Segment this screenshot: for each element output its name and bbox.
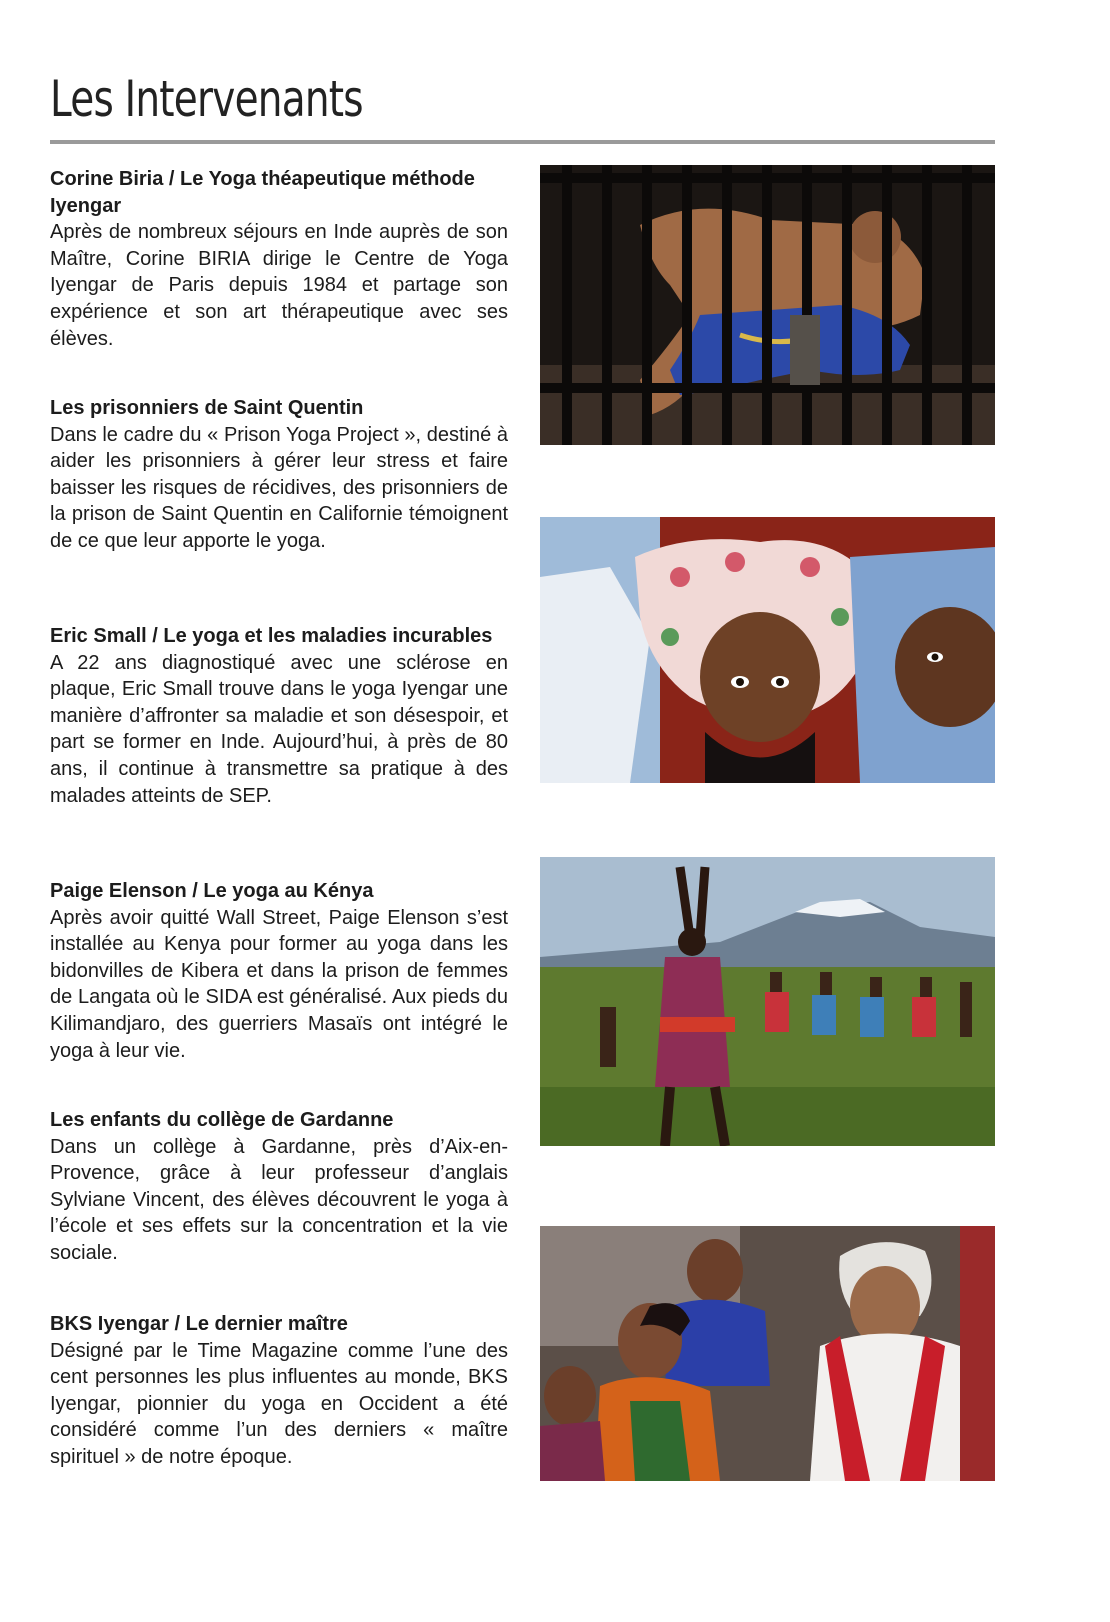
entry-heading: Les enfants du collège de Gardanne <box>50 1109 394 1131</box>
entry-body: A 22 ans diagnostiqué avec une sclérose en plaque, Eric Small trouve dans le yoga Iyengar une manière d’affronter sa maladie et son désespoir, et part se former en Inde. Aujourd’hui, à près de 80 ans, il continue à transmettre sa pratique à des malades atteints de SEP. <box>50 651 508 807</box>
entry-body: Dans le cadre du « Prison Yoga Project », destiné à aider les prisonniers à gérer leur stress et faire baisser les risques de récidives, des prisonniers de la prison de Saint Quentin en Californie témoignent de ce que leur apporte le yoga. <box>50 423 508 552</box>
entry-saint-quentin <box>50 395 508 555</box>
entry-bks-iyengar <box>50 1311 508 1471</box>
page-title: Les Intervenants <box>50 70 363 128</box>
photo-children-yoga <box>540 517 995 783</box>
children-photo-illustration <box>540 517 995 783</box>
entry-body: Après avoir quitté Wall Street, Paige Elenson s’est installée au Kenya pour former au yoga dans les bidonvilles de Kibera et dans la prison de femmes de Langata où le SIDA est généralisé. Aux pieds du Kilimandjaro, des guerriers Masaïs ont intégré le yoga à leur vie. <box>50 906 508 1062</box>
entry-corine-biria <box>50 166 508 352</box>
entry-heading: Les prisonniers de Saint Quentin <box>50 397 364 419</box>
photo-kenya-yoga <box>540 857 995 1146</box>
entry-body: Désigné par le Time Magazine comme l’une des cent personnes les plus influentes au monde, BKS Iyengar, pionnier du yoga en Occident a été considéré comme l’un des derniers « maître spirituel » de notre époque. <box>50 1339 508 1468</box>
title-divider <box>50 140 995 144</box>
entry-paige-elenson <box>50 878 508 1064</box>
photo-bks-iyengar <box>540 1226 995 1481</box>
kenya-photo-illustration <box>540 857 995 1146</box>
entry-body: Après de nombreux séjours en Inde auprès de son Maître, Corine BIRIA dirige le Centre de Yoga Iyengar de Paris depuis 1984 et partage son expérience et son art thérapeutique avec ses élèves. <box>50 221 508 350</box>
entry-heading: Eric Small / Le yoga et les maladies incurables <box>50 625 493 647</box>
iyengar-photo-illustration <box>540 1226 995 1481</box>
entry-heading: Corine Biria / Le Yoga théapeutique méthode Iyengar <box>50 168 475 217</box>
entry-heading: BKS Iyengar / Le dernier maître <box>50 1313 348 1335</box>
entry-eric-small <box>50 623 508 809</box>
entry-body: Dans un collège à Gardanne, près d’Aix-en-Provence, grâce à leur professeur d’anglais Sylviane Vincent, des élèves découvrent le yoga à l’école et ses effets sur la concentration et la vie sociale. <box>50 1135 508 1264</box>
photo-prison-yoga <box>540 165 995 445</box>
entry-gardanne <box>50 1107 508 1267</box>
prison-photo-illustration <box>540 165 995 445</box>
entry-heading: Paige Elenson / Le yoga au Kénya <box>50 880 374 902</box>
